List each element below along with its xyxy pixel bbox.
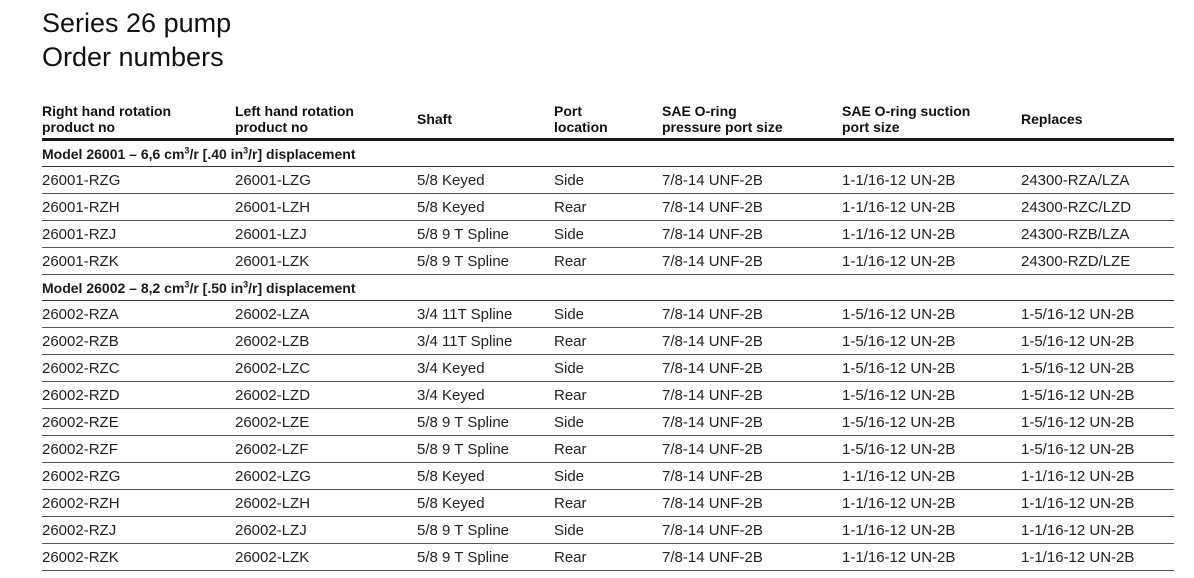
col-header-shaft	[417, 100, 554, 140]
cell-right-hand-product: 26002-RZB	[42, 328, 235, 355]
table-row	[42, 328, 1174, 355]
model-heading	[42, 275, 1174, 301]
table-row	[42, 382, 1174, 409]
cell-right-hand-product: 26001-RZH	[42, 194, 235, 221]
cell-port-location: Side	[554, 301, 662, 328]
cell-left-hand-product: 26002-LZE	[235, 409, 417, 436]
cell-replaces: 1-5/16-12 UN-2B	[1021, 436, 1174, 463]
cell-suction-port-size: 1-5/16-12 UN-2B	[842, 301, 1021, 328]
cell-pressure-port-size: 7/8-14 UNF-2B	[662, 463, 842, 490]
col-header-replaces	[1021, 100, 1174, 140]
cell-right-hand-product: 26002-RZA	[42, 301, 235, 328]
cell-port-location: Side	[554, 463, 662, 490]
table-row	[42, 436, 1174, 463]
col-header-label: Port location	[554, 103, 608, 135]
cell-suction-port-size: 1-5/16-12 UN-2B	[842, 382, 1021, 409]
cell-port-location: Side	[554, 517, 662, 544]
model-heading-mid: /r [.50 in	[189, 279, 244, 296]
table-header	[42, 100, 1174, 140]
cell-shaft: 3/4 Keyed	[417, 355, 554, 382]
cell-shaft: 5/8 9 T Spline	[417, 517, 554, 544]
cell-left-hand-product: 26002-LZH	[235, 490, 417, 517]
cell-right-hand-product: 26001-RZG	[42, 167, 235, 194]
cell-replaces: 1-1/16-12 UN-2B	[1021, 490, 1174, 517]
cell-port-location: Rear	[554, 544, 662, 571]
cell-port-location: Rear	[554, 248, 662, 275]
cell-suction-port-size: 1-1/16-12 UN-2B	[842, 544, 1021, 571]
header-row	[42, 100, 1174, 140]
cell-suction-port-size: 1-1/16-12 UN-2B	[842, 248, 1021, 275]
cell-right-hand-product: 26002-RZH	[42, 490, 235, 517]
page-title	[42, 6, 231, 74]
cell-port-location: Side	[554, 355, 662, 382]
col-header-suction-port	[842, 100, 1021, 140]
cell-shaft: 3/4 11T Spline	[417, 328, 554, 355]
cell-port-location: Rear	[554, 436, 662, 463]
cell-port-location: Side	[554, 167, 662, 194]
cell-replaces: 1-5/16-12 UN-2B	[1021, 409, 1174, 436]
cell-pressure-port-size: 7/8-14 UNF-2B	[662, 328, 842, 355]
cell-replaces: 1-5/16-12 UN-2B	[1021, 382, 1174, 409]
cell-replaces: 24300-RZA/LZA	[1021, 167, 1174, 194]
table-row	[42, 517, 1174, 544]
cell-port-location: Side	[554, 221, 662, 248]
table-row	[42, 463, 1174, 490]
cell-shaft: 5/8 Keyed	[417, 463, 554, 490]
table-row	[42, 490, 1174, 517]
col-header-pressure-port	[662, 100, 842, 140]
cell-left-hand-product: 26002-LZC	[235, 355, 417, 382]
table-row	[42, 355, 1174, 382]
cell-suction-port-size: 1-5/16-12 UN-2B	[842, 355, 1021, 382]
cell-pressure-port-size: 7/8-14 UNF-2B	[662, 490, 842, 517]
cell-pressure-port-size: 7/8-14 UNF-2B	[662, 301, 842, 328]
cell-shaft: 5/8 Keyed	[417, 194, 554, 221]
cell-pressure-port-size: 7/8-14 UNF-2B	[662, 248, 842, 275]
cell-port-location: Side	[554, 409, 662, 436]
table-row	[42, 409, 1174, 436]
table-row	[42, 167, 1174, 194]
title-line-1: Series 26 pump	[42, 8, 232, 38]
cell-left-hand-product: 26001-LZH	[235, 194, 417, 221]
cell-suction-port-size: 1-1/16-12 UN-2B	[842, 517, 1021, 544]
cell-suction-port-size: 1-1/16-12 UN-2B	[842, 167, 1021, 194]
cell-left-hand-product: 26002-LZA	[235, 301, 417, 328]
title-line-2: Order numbers	[42, 42, 224, 72]
cell-right-hand-product: 26002-RZF	[42, 436, 235, 463]
cell-right-hand-product: 26002-RZJ	[42, 517, 235, 544]
cell-replaces: 1-5/16-12 UN-2B	[1021, 355, 1174, 382]
model-heading-suffix: /r] displacement	[248, 145, 356, 162]
cell-right-hand-product: 26002-RZD	[42, 382, 235, 409]
cell-shaft: 3/4 11T Spline	[417, 301, 554, 328]
model-heading-row	[42, 275, 1174, 301]
cell-pressure-port-size: 7/8-14 UNF-2B	[662, 436, 842, 463]
cell-pressure-port-size: 7/8-14 UNF-2B	[662, 409, 842, 436]
cell-replaces: 1-5/16-12 UN-2B	[1021, 328, 1174, 355]
model-heading-prefix: Model 26001 – 6,6 cm	[42, 145, 185, 162]
cell-left-hand-product: 26002-LZB	[235, 328, 417, 355]
cell-replaces: 24300-RZD/LZE	[1021, 248, 1174, 275]
cell-replaces: 1-1/16-12 UN-2B	[1021, 544, 1174, 571]
col-header-label: Replaces	[1021, 111, 1083, 127]
cell-right-hand-product: 26001-RZK	[42, 248, 235, 275]
cell-shaft: 5/8 9 T Spline	[417, 409, 554, 436]
cell-shaft: 3/4 Keyed	[417, 382, 554, 409]
col-header-label: SAE O-ring pressure port size	[662, 103, 783, 135]
col-header-left-hand	[235, 100, 417, 140]
cell-suction-port-size: 1-1/16-12 UN-2B	[842, 490, 1021, 517]
table-row	[42, 248, 1174, 275]
model-heading-suffix: /r] displacement	[248, 279, 356, 296]
cell-suction-port-size: 1-1/16-12 UN-2B	[842, 221, 1021, 248]
cell-replaces: 24300-RZB/LZA	[1021, 221, 1174, 248]
cell-left-hand-product: 26001-LZK	[235, 248, 417, 275]
cell-port-location: Rear	[554, 490, 662, 517]
col-header-label: Left hand rotation product no	[235, 103, 354, 135]
cell-shaft: 5/8 Keyed	[417, 490, 554, 517]
table-body	[42, 140, 1174, 571]
cell-right-hand-product: 26002-RZG	[42, 463, 235, 490]
cell-pressure-port-size: 7/8-14 UNF-2B	[662, 355, 842, 382]
cell-shaft: 5/8 9 T Spline	[417, 436, 554, 463]
cell-suction-port-size: 1-5/16-12 UN-2B	[842, 409, 1021, 436]
cell-shaft: 5/8 9 T Spline	[417, 544, 554, 571]
model-heading-sup2: 3	[243, 144, 249, 155]
cell-suction-port-size: 1-1/16-12 UN-2B	[842, 194, 1021, 221]
cell-right-hand-product: 26002-RZC	[42, 355, 235, 382]
cell-left-hand-product: 26002-LZD	[235, 382, 417, 409]
cell-right-hand-product: 26001-RZJ	[42, 221, 235, 248]
cell-replaces: 1-1/16-12 UN-2B	[1021, 463, 1174, 490]
col-header-right-hand	[42, 100, 235, 140]
cell-replaces: 24300-RZC/LZD	[1021, 194, 1174, 221]
cell-right-hand-product: 26002-RZE	[42, 409, 235, 436]
cell-port-location: Rear	[554, 194, 662, 221]
table-row	[42, 221, 1174, 248]
cell-pressure-port-size: 7/8-14 UNF-2B	[662, 167, 842, 194]
cell-left-hand-product: 26002-LZG	[235, 463, 417, 490]
cell-pressure-port-size: 7/8-14 UNF-2B	[662, 194, 842, 221]
cell-replaces: 1-1/16-12 UN-2B	[1021, 517, 1174, 544]
cell-port-location: Rear	[554, 382, 662, 409]
cell-suction-port-size: 1-5/16-12 UN-2B	[842, 436, 1021, 463]
cell-left-hand-product: 26002-LZK	[235, 544, 417, 571]
model-heading	[42, 140, 1174, 167]
model-heading-sup1: 3	[184, 278, 190, 289]
model-heading-mid: /r [.40 in	[189, 145, 244, 162]
table-row	[42, 194, 1174, 221]
table-row	[42, 301, 1174, 328]
col-header-label: SAE O-ring suction port size	[842, 103, 971, 135]
model-heading-prefix: Model 26002 – 8,2 cm	[42, 279, 185, 296]
cell-suction-port-size: 1-5/16-12 UN-2B	[842, 328, 1021, 355]
cell-shaft: 5/8 9 T Spline	[417, 248, 554, 275]
cell-shaft: 5/8 Keyed	[417, 167, 554, 194]
cell-suction-port-size: 1-1/16-12 UN-2B	[842, 463, 1021, 490]
cell-left-hand-product: 26001-LZJ	[235, 221, 417, 248]
cell-pressure-port-size: 7/8-14 UNF-2B	[662, 517, 842, 544]
model-heading-row	[42, 140, 1174, 167]
cell-left-hand-product: 26002-LZF	[235, 436, 417, 463]
cell-pressure-port-size: 7/8-14 UNF-2B	[662, 382, 842, 409]
order-numbers-table	[42, 100, 1174, 571]
col-header-label: Right hand rotation product no	[42, 103, 172, 135]
cell-left-hand-product: 26001-LZG	[235, 167, 417, 194]
cell-left-hand-product: 26002-LZJ	[235, 517, 417, 544]
cell-replaces: 1-5/16-12 UN-2B	[1021, 301, 1174, 328]
cell-pressure-port-size: 7/8-14 UNF-2B	[662, 544, 842, 571]
model-heading-sup2: 3	[243, 278, 249, 289]
cell-port-location: Rear	[554, 328, 662, 355]
model-heading-sup1: 3	[184, 144, 190, 155]
col-header-port-location	[554, 100, 662, 140]
cell-shaft: 5/8 9 T Spline	[417, 221, 554, 248]
table-row	[42, 544, 1174, 571]
cell-right-hand-product: 26002-RZK	[42, 544, 235, 571]
cell-pressure-port-size: 7/8-14 UNF-2B	[662, 221, 842, 248]
col-header-label: Shaft	[417, 111, 452, 127]
